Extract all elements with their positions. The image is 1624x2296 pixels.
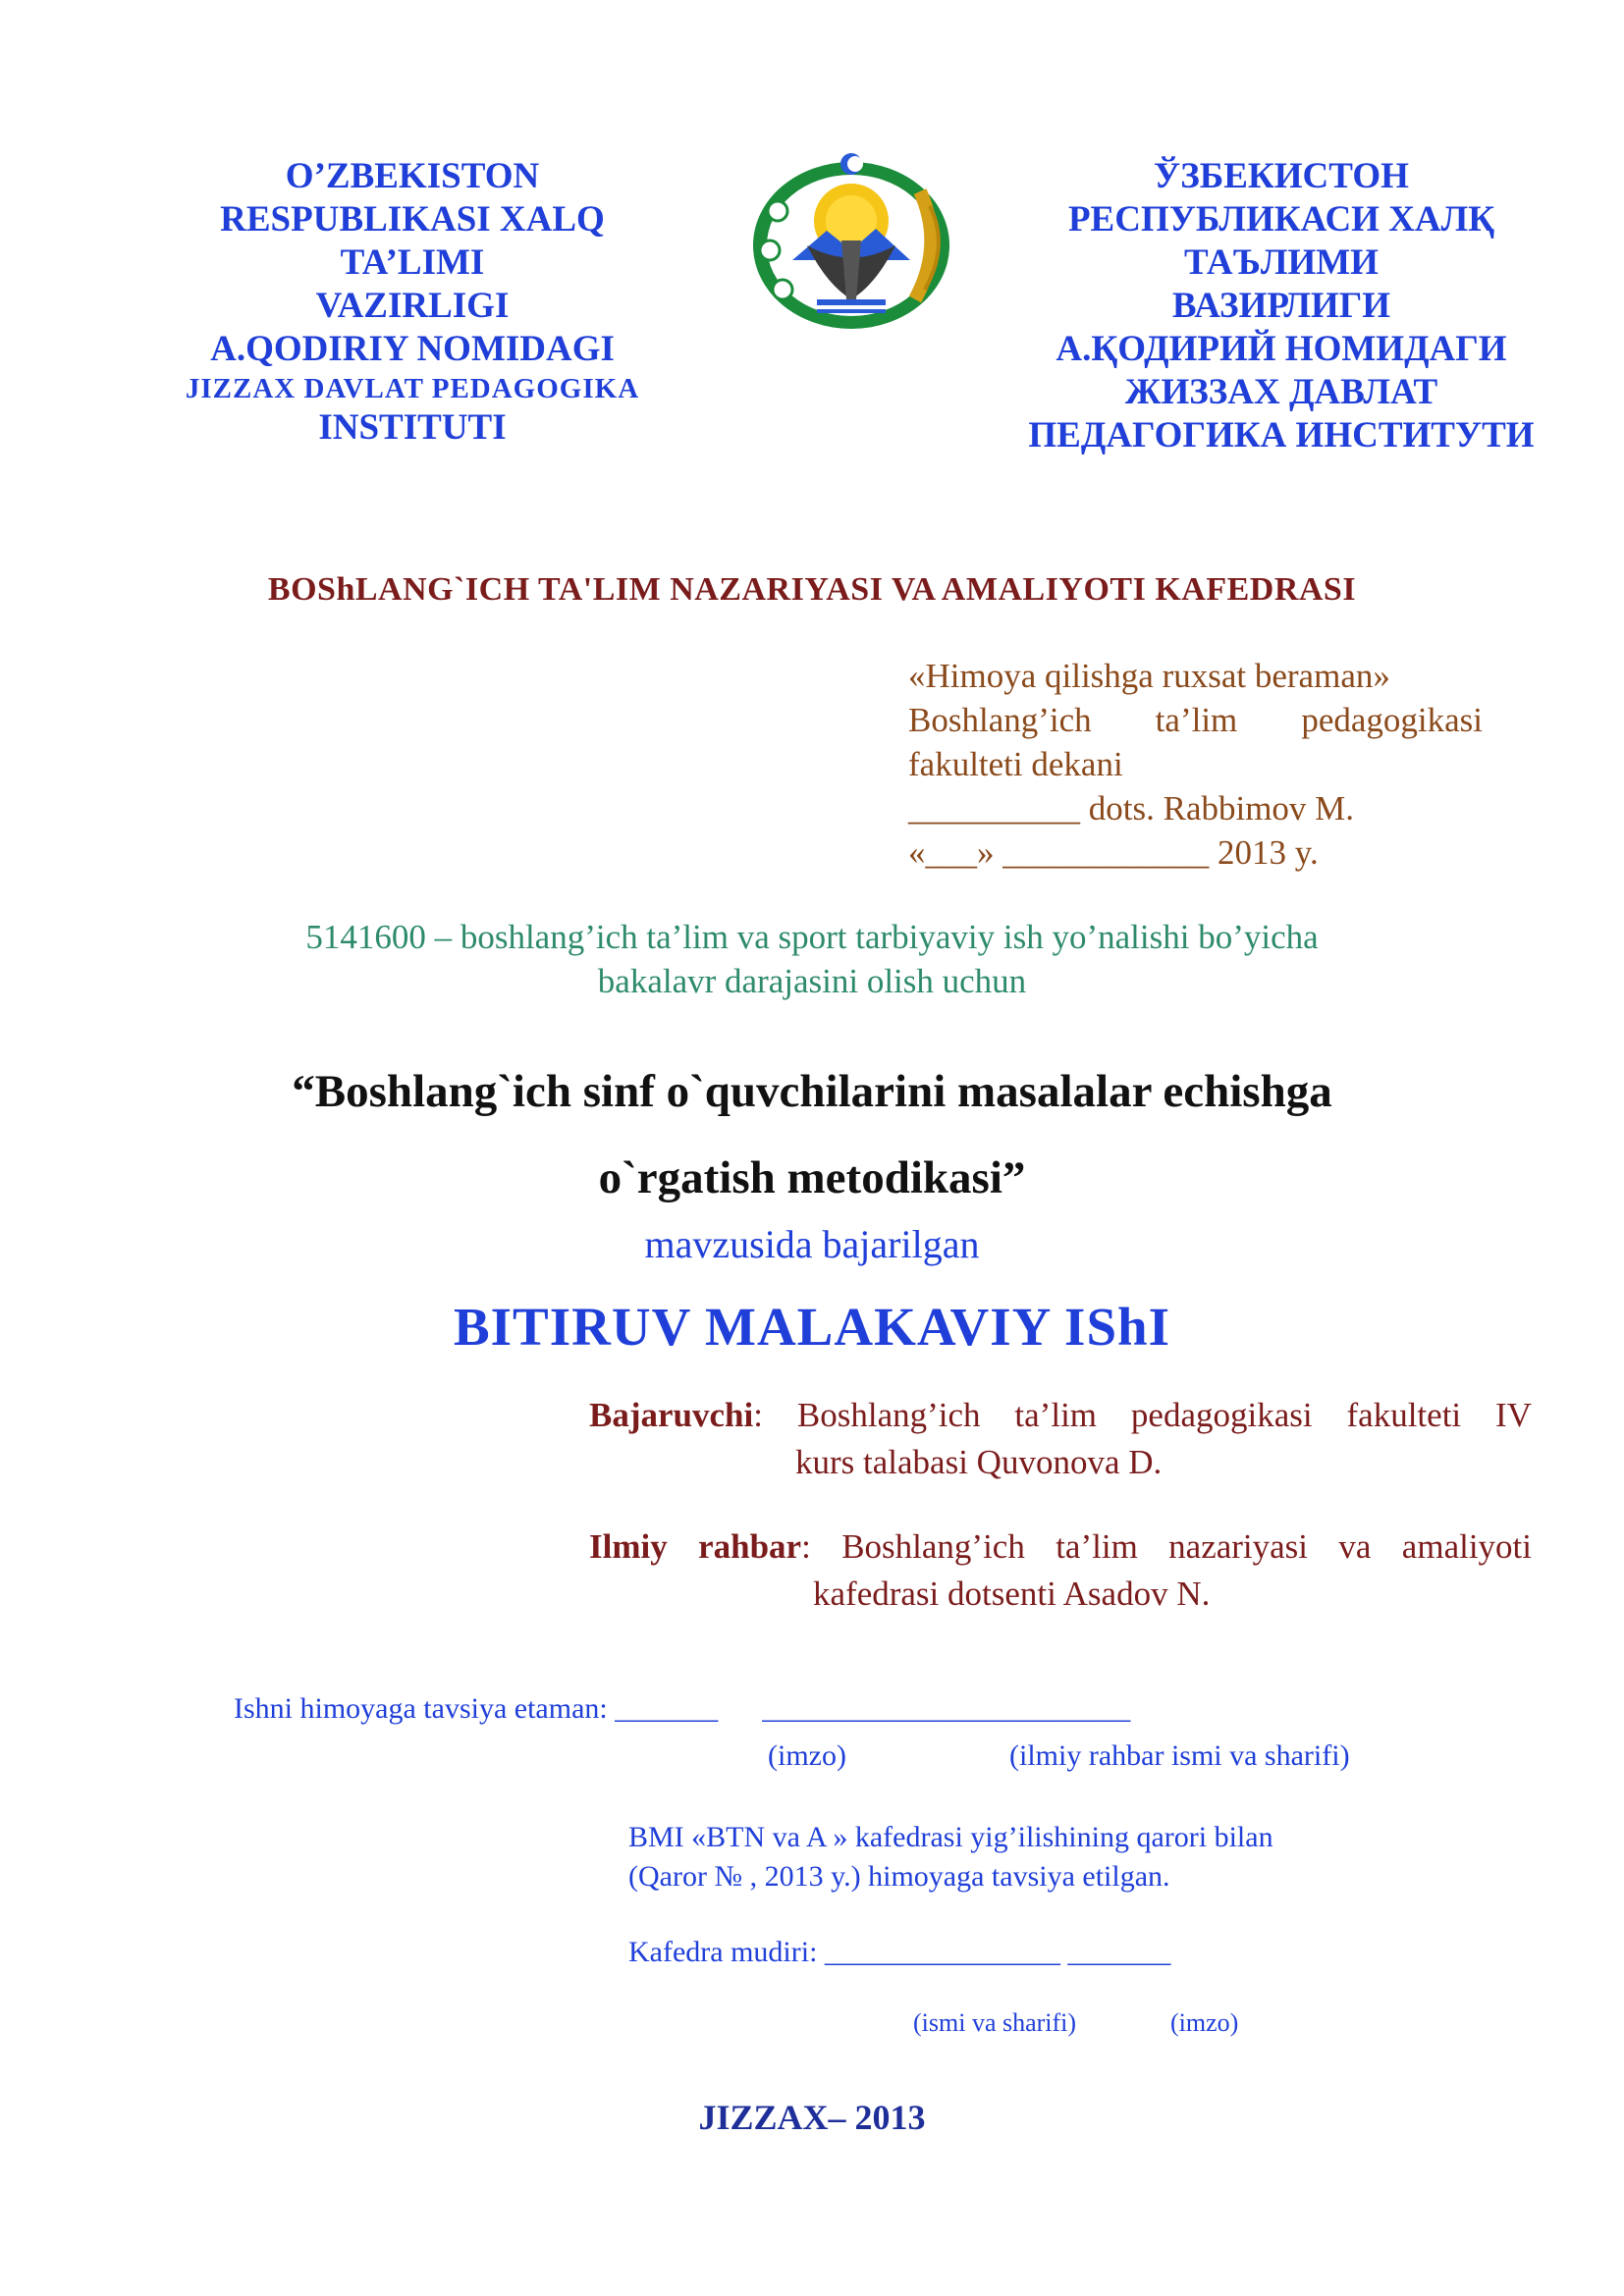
header-right-line: ТАЪЛИМИ	[1184, 242, 1379, 283]
header-right-line: ВАЗИРЛИГИ	[1171, 286, 1391, 326]
header-left-line: INSTITUTI	[318, 407, 507, 448]
approval-line: __________ dots. Rabbimov M.	[908, 789, 1355, 828]
subject-caption: mavzusida bajarilgan	[644, 1222, 980, 1266]
head-of-dept-line: Kafedra mudiri: ________________ _______	[628, 1936, 1171, 1968]
header-left-line: TA’LIMI	[340, 242, 485, 283]
supervisor-name-caption: (ilmiy rahbar ismi va sharifi)	[1009, 1739, 1350, 1772]
header-right-line: РЕСПУБЛИКАСИ ХАЛҚ	[1067, 199, 1495, 240]
header-left-line: A.QODIRIY NOMIDAGI	[210, 329, 615, 369]
footer-city-year: JIZZAX– 2013	[698, 2098, 926, 2137]
sign-caption: (imzo)	[768, 1739, 846, 1772]
performer-text: : Boshlang’ich ta’lim pedagogikasi fakulteti IV	[753, 1396, 1532, 1434]
supervisor-text: : Boshlang’ich ta’lim nazariyasi va amaliyoti	[801, 1527, 1532, 1566]
thesis-title-line: o`rgatish metodikasi”	[598, 1152, 1026, 1203]
header-right-line: ЖИЗЗАХ ДАВЛАТ	[1124, 372, 1438, 412]
state-emblem-icon	[748, 152, 954, 334]
supervisor-line: kafedrasi dotsenti Asadov N.	[813, 1575, 1211, 1613]
recommend-line: Ishni himoyaga tavsiya etaman: _______ _________________________	[234, 1692, 1131, 1725]
header-right	[992, 155, 1571, 457]
supervisor-label: Ilmiy rahbar	[589, 1527, 802, 1566]
approval-line: «___» ____________ 2013 y.	[908, 833, 1319, 872]
approval-line: Boshlang’ich ta’lim pedagogikasi	[908, 701, 1483, 739]
approval-line: fakulteti dekani	[908, 745, 1123, 783]
specialty	[0, 915, 1624, 1003]
performer-line	[589, 1392, 1532, 1439]
decision-block	[628, 1818, 1273, 1896]
header-left-line: RESPUBLIKASI XALQ	[220, 199, 605, 240]
decision-line: BMI «BTN va A » kafedrasi yig’ilishining qarori bilan	[628, 1821, 1273, 1853]
header-right-line: ПЕДАГОГИКА ИНСТИТУТИ	[1028, 415, 1535, 455]
approval-line: «Himoya qilishga ruxsat beraman»	[908, 657, 1390, 695]
header-left	[157, 155, 668, 450]
head-name-caption: (ismi va sharifi)	[913, 2008, 1077, 2037]
header-left-line: JIZZAX DAVLAT PEDAGOGIKA	[185, 373, 640, 404]
decision-line: (Qaror № , 2013 y.) himoyaga tavsiya etilgan.	[628, 1860, 1170, 1893]
work-type: BITIRUV MALAKAVIY IShI	[453, 1297, 1171, 1357]
head-sign-caption: (imzo)	[1170, 2008, 1239, 2037]
thesis-title	[0, 1048, 1624, 1221]
performer-label: Bajaruvchi	[589, 1396, 754, 1434]
thesis-title-line: “Boshlang`ich sinf o`quvchilarini masalalar echishga	[292, 1066, 1332, 1117]
performer-block	[589, 1392, 1532, 1486]
performer-line: kurs talabasi Quvonova D.	[795, 1443, 1163, 1481]
header-right-line: А.ҚОДИРИЙ НОМИДАГИ	[1056, 329, 1507, 369]
header-left-line: VAZIRLIGI	[315, 286, 510, 326]
specialty-line: 5141600 – boshlang’ich ta’lim va sport tarbiyaviy ish yo’nalishi bo’yicha	[305, 918, 1319, 956]
supervisor-line	[589, 1523, 1532, 1571]
header-right-line: ЎЗБЕКИСТОН	[1154, 156, 1409, 196]
approval-block	[908, 654, 1483, 875]
specialty-line: bakalavr darajasini olish uchun	[597, 962, 1027, 1000]
supervisor-block	[589, 1523, 1532, 1618]
header-left-line: O’ZBEKISTON	[285, 156, 540, 196]
department-title: BOShLANG`ICH TA'LIM NAZARIYASI VA AMALIYOTI KAFEDRASI	[267, 571, 1357, 608]
